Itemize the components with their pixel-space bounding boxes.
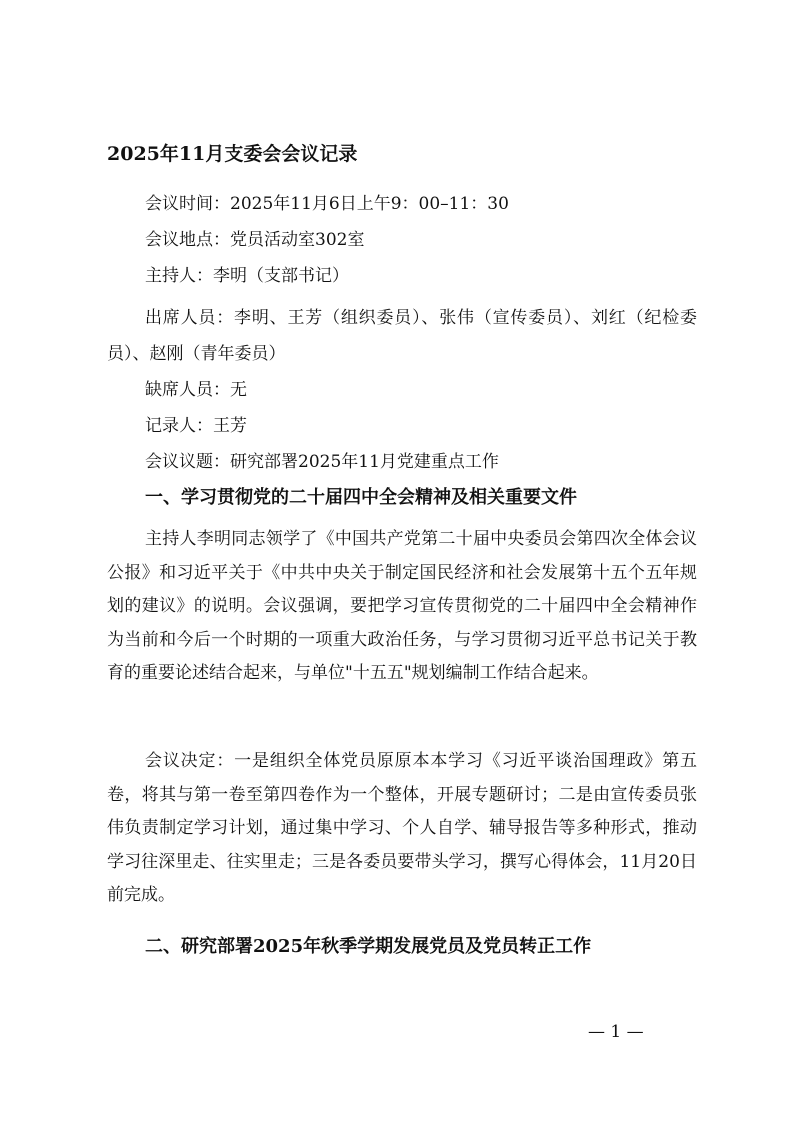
document-title: 2025年11月支委会会议记录 bbox=[107, 143, 358, 165]
meeting-location: 会议地点：党员活动室302室 bbox=[145, 230, 365, 250]
meeting-time: 会议时间：2025年11月6日上午9：00–11：30 bbox=[145, 194, 509, 214]
section-1-paragraph-1: 主持人李明同志领学了《中国共产党第二十届中央委员会第四次全体会议公报》和习近平关于《中共中央关于制定国民经济和社会发展第十五个五年规划的建议》的说明。会议强调，要把学习宣传贯彻党的二十届四中全会精神作为当前和今后一个时期的一项重大政治任务，与学习贯彻习近平总书记关于教育的重要论述结合起来，与单位"十五五"规划编制工作结合起来。 bbox=[107, 529, 697, 684]
meeting-absent: 缺席人员：无 bbox=[145, 380, 247, 400]
meeting-recorder: 记录人：王芳 bbox=[145, 416, 247, 436]
meeting-attendees: 出席人员：李明、王芳（组织委员）、张伟（宣传委员）、刘红（纪检委员）、赵刚（青年委员） bbox=[107, 308, 697, 364]
meeting-topic: 会议议题：研究部署2025年11月党建重点工作 bbox=[145, 452, 499, 472]
section-2-heading: 二、研究部署2025年秋季学期发展党员及党员转正工作 bbox=[145, 936, 592, 957]
section-1-paragraph-2: 会议决定：一是组织全体党员原原本本学习《习近平谈治国理政》第五卷，将其与第一卷至第四卷作为一个整体，开展专题研讨；二是由宣传委员张伟负责制定学习计划，通过集中学习、个人自学、辅导报告等多种形式，推动学习往深里走、往实里走；三是各委员要带头学习，撰写心得体会，11月20日前完成。 bbox=[107, 751, 697, 906]
meeting-host: 主持人：李明（支部书记） bbox=[145, 266, 349, 286]
section-1-heading: 一、学习贯彻党的二十届四中全会精神及相关重要文件 bbox=[145, 487, 577, 508]
page-number: — 1 — bbox=[588, 1022, 644, 1042]
